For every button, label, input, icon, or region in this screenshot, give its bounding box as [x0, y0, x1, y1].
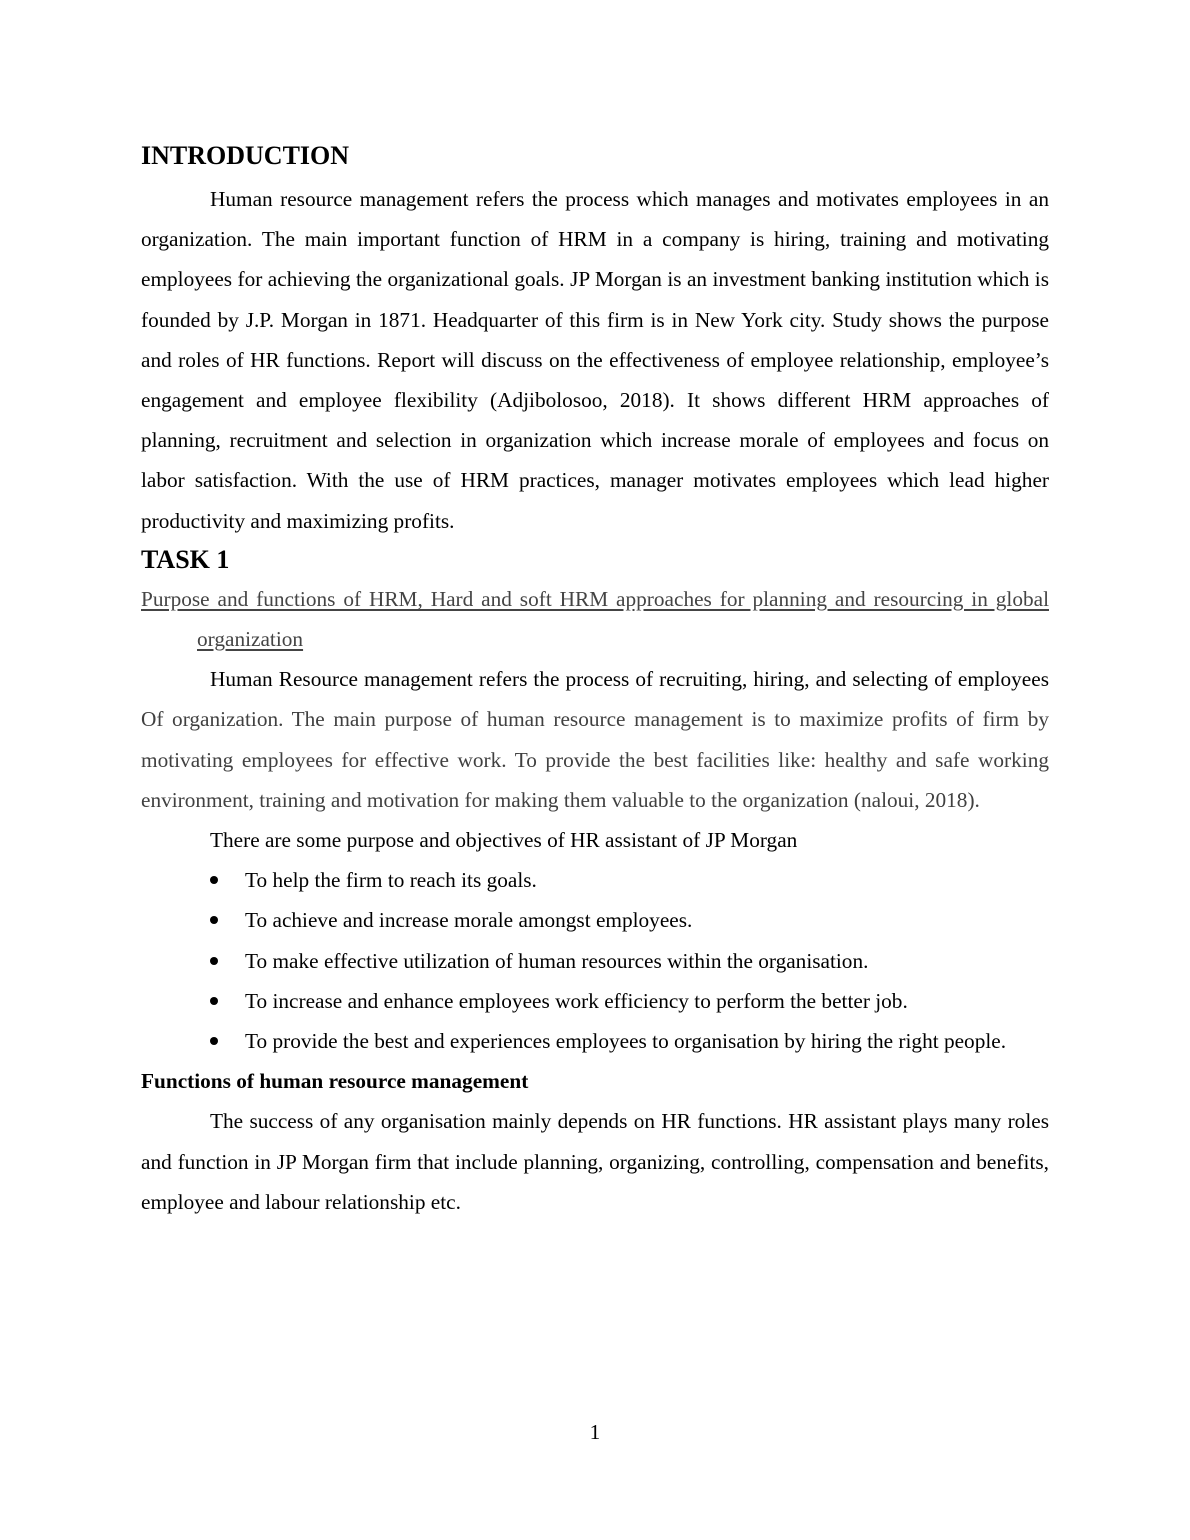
- list-item: [141, 860, 1049, 900]
- hrm-definition-paragraph: [141, 659, 1049, 820]
- list-item-text: To provide the best and experiences employees to organisation by hiring the right people.: [245, 1029, 1007, 1054]
- objectives-list: [141, 860, 1049, 1061]
- task1-subheading: Purpose and functions of HRM, Hard and soft HRM approaches for planning and resourcing in global organization: [141, 586, 1049, 652]
- bullet-icon: [210, 957, 218, 965]
- functions-heading: Functions of human resource management: [141, 1069, 529, 1094]
- list-item-text: To make effective utilization of human resources within the organisation.: [245, 948, 869, 973]
- bullet-icon: [210, 876, 218, 884]
- functions-paragraph: The success of any organisation mainly depends on HR functions. HR assistant plays many roles and function in JP Morgan firm that include planning, organizing, controlling, compensation and benefits, employee and labour relationship etc.: [141, 1109, 1049, 1214]
- bullet-icon: [210, 1037, 218, 1045]
- hrm-purpose-text: Of organization. The main purpose of human resource management is to maximize profits of firm by motivating employees for effective work. To provide the best facilities like: healthy and safe working environment, training and motivation for making them valuable to the organization (naloui, 2018).: [141, 707, 1049, 812]
- bullet-icon: [210, 997, 218, 1005]
- list-item: [141, 900, 1049, 940]
- list-item-text: To increase and enhance employees work efficiency to perform the better job.: [245, 988, 908, 1013]
- list-item: [141, 941, 1049, 981]
- hrm-definition-text: Human Resource management refers the process of recruiting, hiring, and selecting of employees: [210, 667, 1049, 692]
- list-item-text: To help the firm to reach its goals.: [245, 868, 537, 893]
- list-item: [141, 981, 1049, 1021]
- page-number: 1: [589, 1420, 601, 1444]
- introduction-heading: INTRODUCTION: [141, 141, 350, 170]
- bullet-icon: [210, 916, 218, 924]
- task1-heading: TASK 1: [141, 544, 230, 574]
- page-content: [141, 138, 1049, 1222]
- objectives-intro: There are some purpose and objectives of HR assistant of JP Morgan: [210, 828, 798, 853]
- list-item: [141, 1021, 1049, 1061]
- list-item-text: To achieve and increase morale amongst employees.: [245, 908, 693, 933]
- introduction-paragraph: Human resource management refers the process which manages and motivates employees in an organization. The main important function of HRM in a company is hiring, training and motivating employees for achieving the organizational goals. JP Morgan is an investment banking institution which is founded by J.P. Morgan in 1871. Headquarter of this firm is in New York city. Study shows the purpose and roles of HR functions. Report will discuss on the effectiveness of employee relationship, employee’s engagement and employee flexibility (Adjibolosoo, 2018). It shows different HRM approaches of planning, recruitment and selection in organization which increase morale of employees and focus on labor satisfaction. With the use of HRM practices, manager motivates employees which lead higher productivity and maximizing profits.: [141, 187, 1049, 533]
